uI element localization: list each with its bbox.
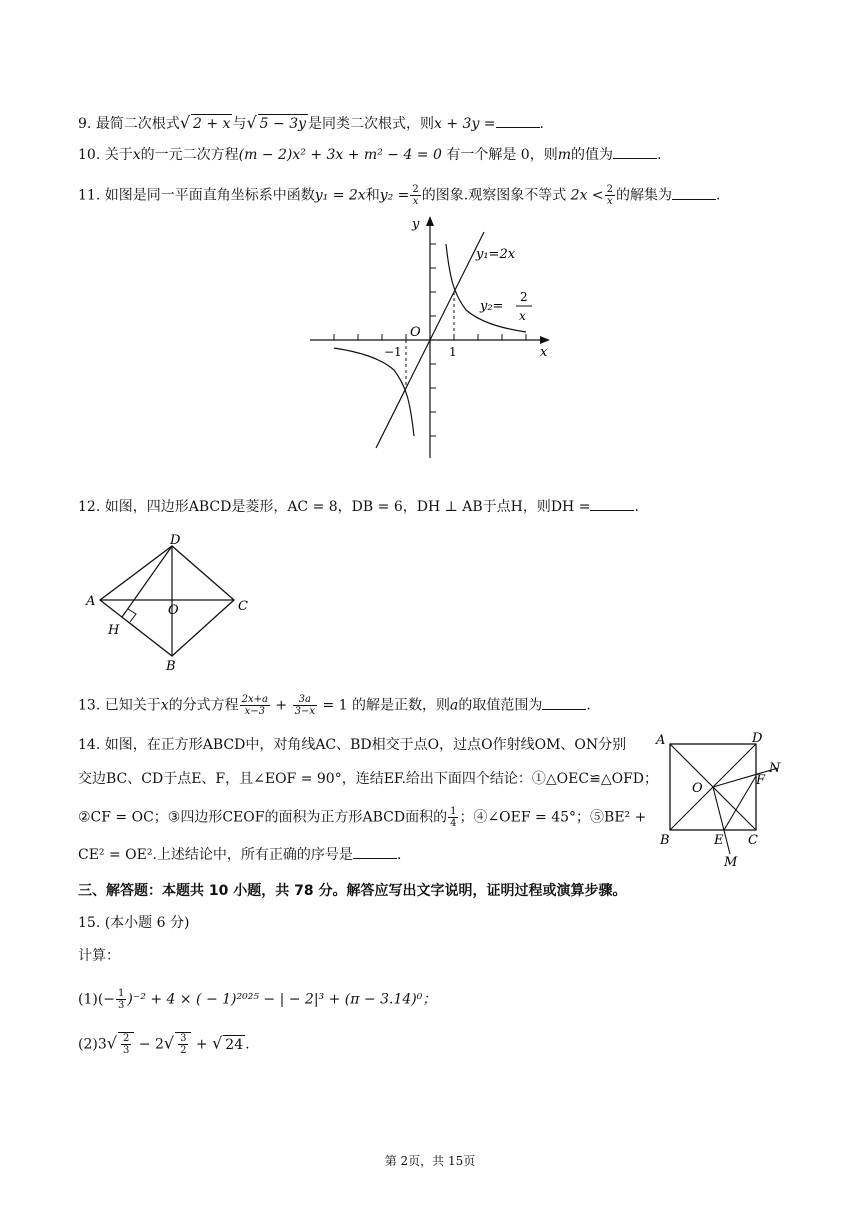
origin-label: O bbox=[410, 325, 421, 340]
question-number: 13. bbox=[78, 697, 101, 714]
period: . bbox=[396, 847, 402, 863]
question-14-line-4 bbox=[78, 846, 401, 864]
numerator: 1 bbox=[450, 806, 457, 817]
rhombus-abcd bbox=[100, 546, 234, 656]
q10-var: x bbox=[132, 147, 141, 163]
question-14-line-1 bbox=[78, 736, 626, 754]
figure-14-square bbox=[652, 730, 792, 870]
period: . bbox=[586, 697, 591, 714]
q14-text: CE² = OE².上述结论中，所有正确的序号是 bbox=[78, 847, 353, 863]
q10-text: 有一个解是 0，则 bbox=[446, 147, 558, 163]
label-y1: y₁=2x bbox=[476, 247, 516, 262]
q13-text: 的取值范围为 bbox=[458, 697, 543, 714]
point-b-label: B bbox=[166, 659, 176, 673]
numerator: 3a bbox=[293, 694, 317, 706]
fraction bbox=[116, 988, 126, 1011]
question-12 bbox=[78, 498, 639, 516]
period: . bbox=[245, 1036, 250, 1053]
q11-text: 和 bbox=[365, 187, 380, 204]
period: . bbox=[716, 187, 721, 204]
q9-text: 最简二次根式 bbox=[95, 116, 180, 132]
point-d-label: D bbox=[752, 731, 763, 746]
plus-sign: + bbox=[275, 697, 288, 714]
question-number: 14. bbox=[78, 737, 101, 753]
fraction bbox=[605, 184, 615, 207]
question-number: 11. bbox=[78, 187, 101, 204]
q13-text: 已知关于 bbox=[104, 697, 161, 714]
q13-var: a bbox=[450, 697, 459, 714]
radical: 24 bbox=[225, 1036, 244, 1053]
denominator: x bbox=[607, 196, 613, 207]
q14-text: ②CF = OC；③四边形CEOF的面积为正方形ABCD面积的 bbox=[78, 809, 448, 826]
point-b-label: B bbox=[660, 833, 670, 848]
q10-text: 关于 bbox=[104, 147, 133, 163]
numerator: 3 bbox=[180, 1033, 187, 1044]
label-y2-numerator: 2 bbox=[520, 290, 528, 304]
x-axis-arrow-icon bbox=[540, 336, 550, 344]
q10-var: m bbox=[557, 147, 571, 163]
answer-blank[interactable] bbox=[353, 846, 397, 859]
fraction bbox=[240, 694, 270, 717]
q11-inequality: 2x < bbox=[570, 187, 604, 204]
section-heading-3: 三、解答题：本题共 10 小题，共 78 分。解答应写出文字说明，证明过程或演算步骤。 bbox=[78, 883, 627, 899]
answer-blank[interactable] bbox=[590, 498, 634, 511]
y-label: y bbox=[412, 217, 420, 232]
point-c-label: C bbox=[748, 833, 758, 848]
q10-text: 的一元二次方程 bbox=[140, 147, 239, 163]
fraction bbox=[448, 806, 458, 829]
question-9: 9. 最简二次根式√ 2 + x 与√ 5 − 3y 是同类二次根式，则x + 3y = . bbox=[78, 113, 544, 132]
period: . bbox=[634, 499, 639, 515]
q14-text: ；④∠OEF = 45°；⑤BE² + bbox=[459, 809, 647, 826]
q15-p1-text: )⁻² + 4 × ( − 1)²⁰²⁵ − | − 2|³ + (π − 3.14)⁰； bbox=[127, 991, 437, 1008]
y-axis-arrow-icon bbox=[426, 216, 434, 226]
q13-text: = 1 的解是正数，则 bbox=[322, 697, 450, 714]
tick-label-neg1: −1 bbox=[384, 345, 402, 359]
label-y2: y₂= bbox=[480, 299, 504, 314]
q13-var: x bbox=[160, 697, 169, 714]
question-14-line-3 bbox=[78, 806, 646, 829]
q10-equation: (m − 2)x² + 3x + m² − 4 = 0 bbox=[238, 147, 442, 163]
fraction bbox=[293, 694, 317, 717]
figure-11-graph bbox=[300, 210, 560, 465]
q11-function-1: y₁ = 2x bbox=[314, 187, 366, 204]
q9-radical-2: 5 − 3y bbox=[259, 116, 307, 132]
question-15-title: 15. (本小题 6 分) bbox=[78, 915, 190, 931]
point-c-label: C bbox=[238, 599, 248, 614]
denominator: 3 bbox=[118, 1000, 125, 1011]
page-footer: 第 2页，共 15页 bbox=[384, 1154, 476, 1168]
q9-text: 与 bbox=[232, 116, 247, 132]
point-a-label: A bbox=[86, 594, 96, 609]
denominator: 3−x bbox=[294, 706, 315, 717]
q12-text: 如图，四边形ABCD是菱形，AC = 8，DB = 6，DH ⊥ AB于点H，则DH = bbox=[104, 499, 591, 515]
answer-blank[interactable] bbox=[542, 697, 586, 710]
question-11 bbox=[78, 184, 720, 207]
point-a-label: A bbox=[656, 733, 666, 748]
numerator: 2 bbox=[412, 184, 419, 195]
numerator: 2 bbox=[122, 1033, 130, 1044]
question-15-part-2: (2)3√ $\frac{2}{3}$ − 2√ $\frac{3}{2}$ + √ 24 . bbox=[78, 1033, 250, 1056]
question-number: 10. bbox=[78, 147, 101, 163]
point-n-label: N bbox=[769, 761, 781, 776]
right-angle-mark bbox=[128, 609, 136, 622]
radical bbox=[118, 1032, 134, 1056]
point-o-label: O bbox=[692, 781, 703, 796]
radical bbox=[175, 1032, 191, 1056]
x-label: x bbox=[540, 345, 548, 360]
q9-expression: x + 3y = bbox=[434, 116, 496, 132]
point-h-label: H bbox=[108, 623, 120, 638]
numerator: 2 bbox=[606, 184, 614, 195]
question-10 bbox=[78, 146, 661, 164]
question-number: 12. bbox=[78, 499, 101, 515]
denominator: 2 bbox=[180, 1045, 187, 1056]
q14-text: 交边BC、CD于点E、F，且∠EOF = 90°，连结EF.给出下面四个结论：①△OEC≌△OFD； bbox=[78, 771, 659, 787]
point-d-label: D bbox=[170, 533, 181, 548]
point-f-label: F bbox=[756, 773, 766, 788]
q9-radical-1: 2 + x bbox=[193, 116, 231, 132]
q11-text: 如图是同一平面直角坐标系中函数 bbox=[104, 187, 315, 204]
point-m-label: M bbox=[724, 855, 738, 870]
q13-text: 的分式方程 bbox=[168, 697, 239, 714]
answer-blank[interactable] bbox=[672, 187, 716, 200]
answer-blank[interactable] bbox=[496, 115, 540, 128]
tick-label-1: 1 bbox=[449, 345, 457, 359]
q15-p2-text: (2)3 bbox=[78, 1036, 107, 1053]
answer-blank[interactable] bbox=[613, 146, 657, 159]
fraction bbox=[410, 184, 420, 207]
q10-text: 的值为 bbox=[571, 147, 613, 163]
denominator: 3 bbox=[122, 1045, 130, 1056]
numerator: 1 bbox=[118, 988, 125, 999]
period: . bbox=[539, 116, 544, 132]
q11-text: 的图象.观察图象不等式 bbox=[421, 187, 567, 204]
question-13 bbox=[78, 694, 591, 717]
q11-text: 的解集为 bbox=[616, 187, 673, 204]
q11-function-2: y₂ = bbox=[379, 187, 410, 204]
q15-p1-text: (1)(− bbox=[78, 991, 116, 1008]
question-15-part-1 bbox=[78, 988, 436, 1011]
q9-text: 是同类二次根式，则 bbox=[308, 116, 435, 132]
denominator: x−3 bbox=[244, 706, 265, 717]
period: . bbox=[657, 147, 662, 163]
figure-12-rhombus bbox=[82, 528, 262, 673]
hyperbola-branch-2 bbox=[334, 348, 414, 436]
label-y2-denominator: x bbox=[519, 309, 526, 323]
q14-text: 如图，在正方形ABCD中，对角线AC、BD相交于点O，过点O作射线OM、ON分别 bbox=[104, 737, 627, 753]
question-15-calc: 计算： bbox=[78, 948, 120, 964]
point-o-label: O bbox=[168, 603, 179, 618]
segment-dh bbox=[122, 546, 172, 617]
q15-p2-text: − 2 bbox=[134, 1036, 164, 1053]
denominator: 4 bbox=[450, 818, 457, 829]
question-14-line-2 bbox=[78, 770, 658, 788]
numerator: 2x+a bbox=[241, 694, 268, 705]
q15-p2-text: + bbox=[191, 1036, 213, 1053]
point-e-label: E bbox=[714, 833, 724, 848]
denominator: x bbox=[412, 196, 419, 207]
question-number: 9. bbox=[78, 116, 92, 132]
